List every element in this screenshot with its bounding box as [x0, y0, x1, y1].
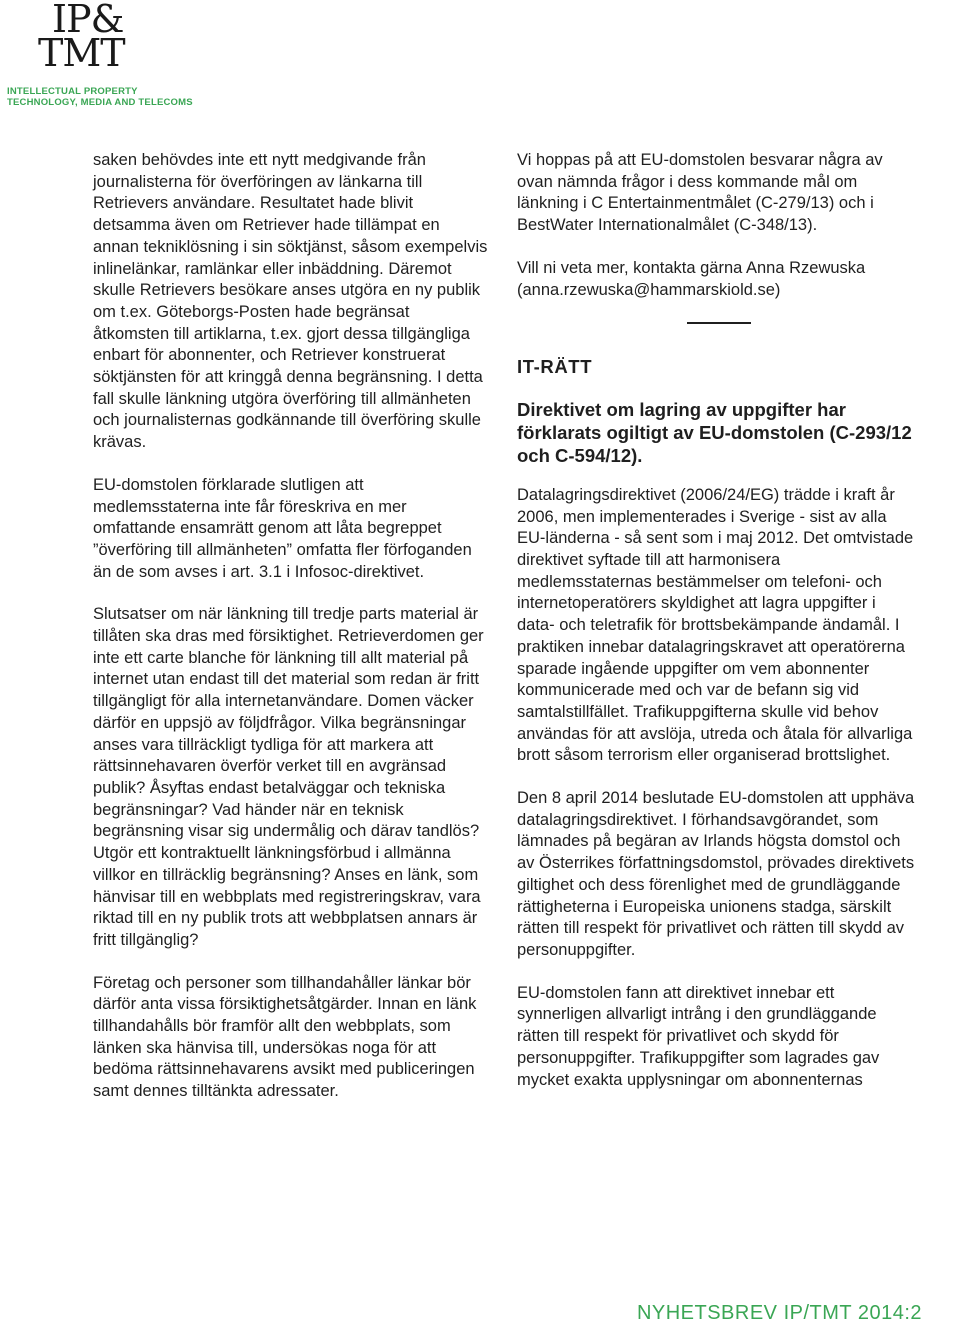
paragraph: Den 8 april 2014 beslutade EU-domstolen att upphäva datalagringsdirektivet. I förhandsavgörandet, som lämnades på begäran av Irlands högsta domstol och av Österrikes författningsdomstol, prövades direktivets giltighet och dess förenlighet med de grundläggande rättigheterna i Europeiska unionens stadga, särskilt rätten till respekt för privatlivet och rätten till skydd av personuppgifter. [517, 789, 915, 959]
paragraph: Vi hoppas på att EU-domstolen besvarar några av ovan nämnda frågor i dess kommande mål om länkning i C Entertainmentmålet (C-279/13) och i BestWater Internationalmålet (C-348/13). [517, 151, 883, 235]
right-column [517, 150, 917, 1112]
logo-mark-line-1: IP& [52, 0, 124, 41]
company-logo [0, 0, 240, 120]
section-title: IT-RÄTT [517, 356, 593, 378]
logo-subtitle-line-2: TECHNOLOGY, MEDIA AND TELECOMS [7, 97, 193, 108]
paragraph: EU-domstolen förklarade slutligen att medlemsstaterna inte får föreskriva en mer omfattande ensamrätt genom att låta begreppet ”överföring till allmänheten” omfatta fler förfoganden än de som avses i art. 3.1 i Infosoc-direktivet. [93, 475, 472, 581]
logo-subtitle-line-1: INTELLECTUAL PROPERTY [7, 86, 138, 97]
paragraph: Slutsatser om när länkning till tredje parts material är tillåten ska dras med försiktighet. Retrieverdomen ger inte ett carte blanche för länkning till allt material på internet utan endast till det material som redan är fritt tillgängligt för alla internetanvändare. Domen väcker därför en uppsjö av följdfrågor. Vilka begränsningar anses vara tillräckligt tydliga för att markera att rättsinnehavaren överför verket till en avgränsad publik? Åsyftas endast betalväggar och tekniska begränsningar? Vad händer när en teknisk begränsning visar sig undermålig och därav tandlös? Utgör ett kontraktuellt länkningsförbud i allmänna villkor en tillräcklig begränsning? Anses en länk, som hänvisar till en webbplats med registreringskrav, vara riktad till en ny publik trots att webbplatsen annars är fritt tillgänglig? [93, 605, 484, 949]
logo-mark [38, 0, 125, 75]
logo-mark-line-2: TMT [38, 31, 125, 75]
contact-paragraph: Vill ni veta mer, kontakta gärna Anna Rzewuska (anna.rzewuska@hammarskiold.se) [517, 258, 866, 299]
logo-subtitle [7, 86, 193, 108]
section-divider [687, 322, 751, 324]
paragraph: saken behövdes inte ett nytt medgivande från journalisterna för överföringen av länkarna till Retrievers användare. Resultatet hade blivit detsamma även om Retriever hade tillämpat en annan tekniklösning i sin söktjänst, såsom exempelvis inlinelänkar, ramlänkar eller inbäddning. Däremot skulle Retrievers besökare anses utgöra en ny publik om t.ex. Göteborgs-Posten hade begränsat åtkomsten till artiklarna, t.ex. gjort dessa tillgängliga enbart för abonnenter, och Retriever konstruerat söktjänsten för att kringgå denna begränsning. I detta fall skulle länkning utgöra överföring till allmänheten och journalisternas godkännande till överföring skulle krävas. [93, 151, 488, 452]
newsletter-footer: NYHETSBREV IP/TMT 2014:2 [636, 1302, 922, 1324]
paragraph: EU-domstolen fann att direktivet innebar ett synnerligen allvarligt intrång i den grundläggande rätten till respekt för privatlivet och skydd för personuppgifter. Trafikuppgifter som lagrades gav mycket exakta upplysningar om abonnenternas [517, 983, 880, 1089]
article-headline: Direktivet om lagring av uppgifter har förklarats ogiltigt av EU-domstolen (C-293/12 och C-594/12). [517, 398, 912, 466]
paragraph: Företag och personer som tillhandahåller länkar bör därför anta vissa försiktighetsåtgärder. Innan en länk tillhandahålls bör framför allt den webbplats, som länken ska hänvisa till, undersökas noga för att bedöma rättsinnehavarens avsikt med publiceringen samt dennes tilltänkta adressater. [93, 973, 477, 1101]
paragraph: Datalagringsdirektivet (2006/24/EG) trädde i kraft år 2006, men implementerades i Sverige - sist av alla EU-länderna - så sent som i maj 2012. Det omtvistade direktivet syftade till att harmonisera medlemsstaternas bestämmelser om telefoni- och internetoperatörers skyldighet att lagra uppgifter i data- och teletrafik för brottsbekämpande ändamål. I praktiken innebar datalagringskravet att operatörerna sparade ingående uppgifter om vem abonnenter kommunicerade med och var de befann sig vid samtalstillfället. Trafikuppgifterna skulle vid behov användas för att avslöja, utreda och åtala för allvarliga brott såsom terrorism eller organiserad brottslighet. [517, 485, 914, 765]
left-column [93, 150, 488, 1124]
